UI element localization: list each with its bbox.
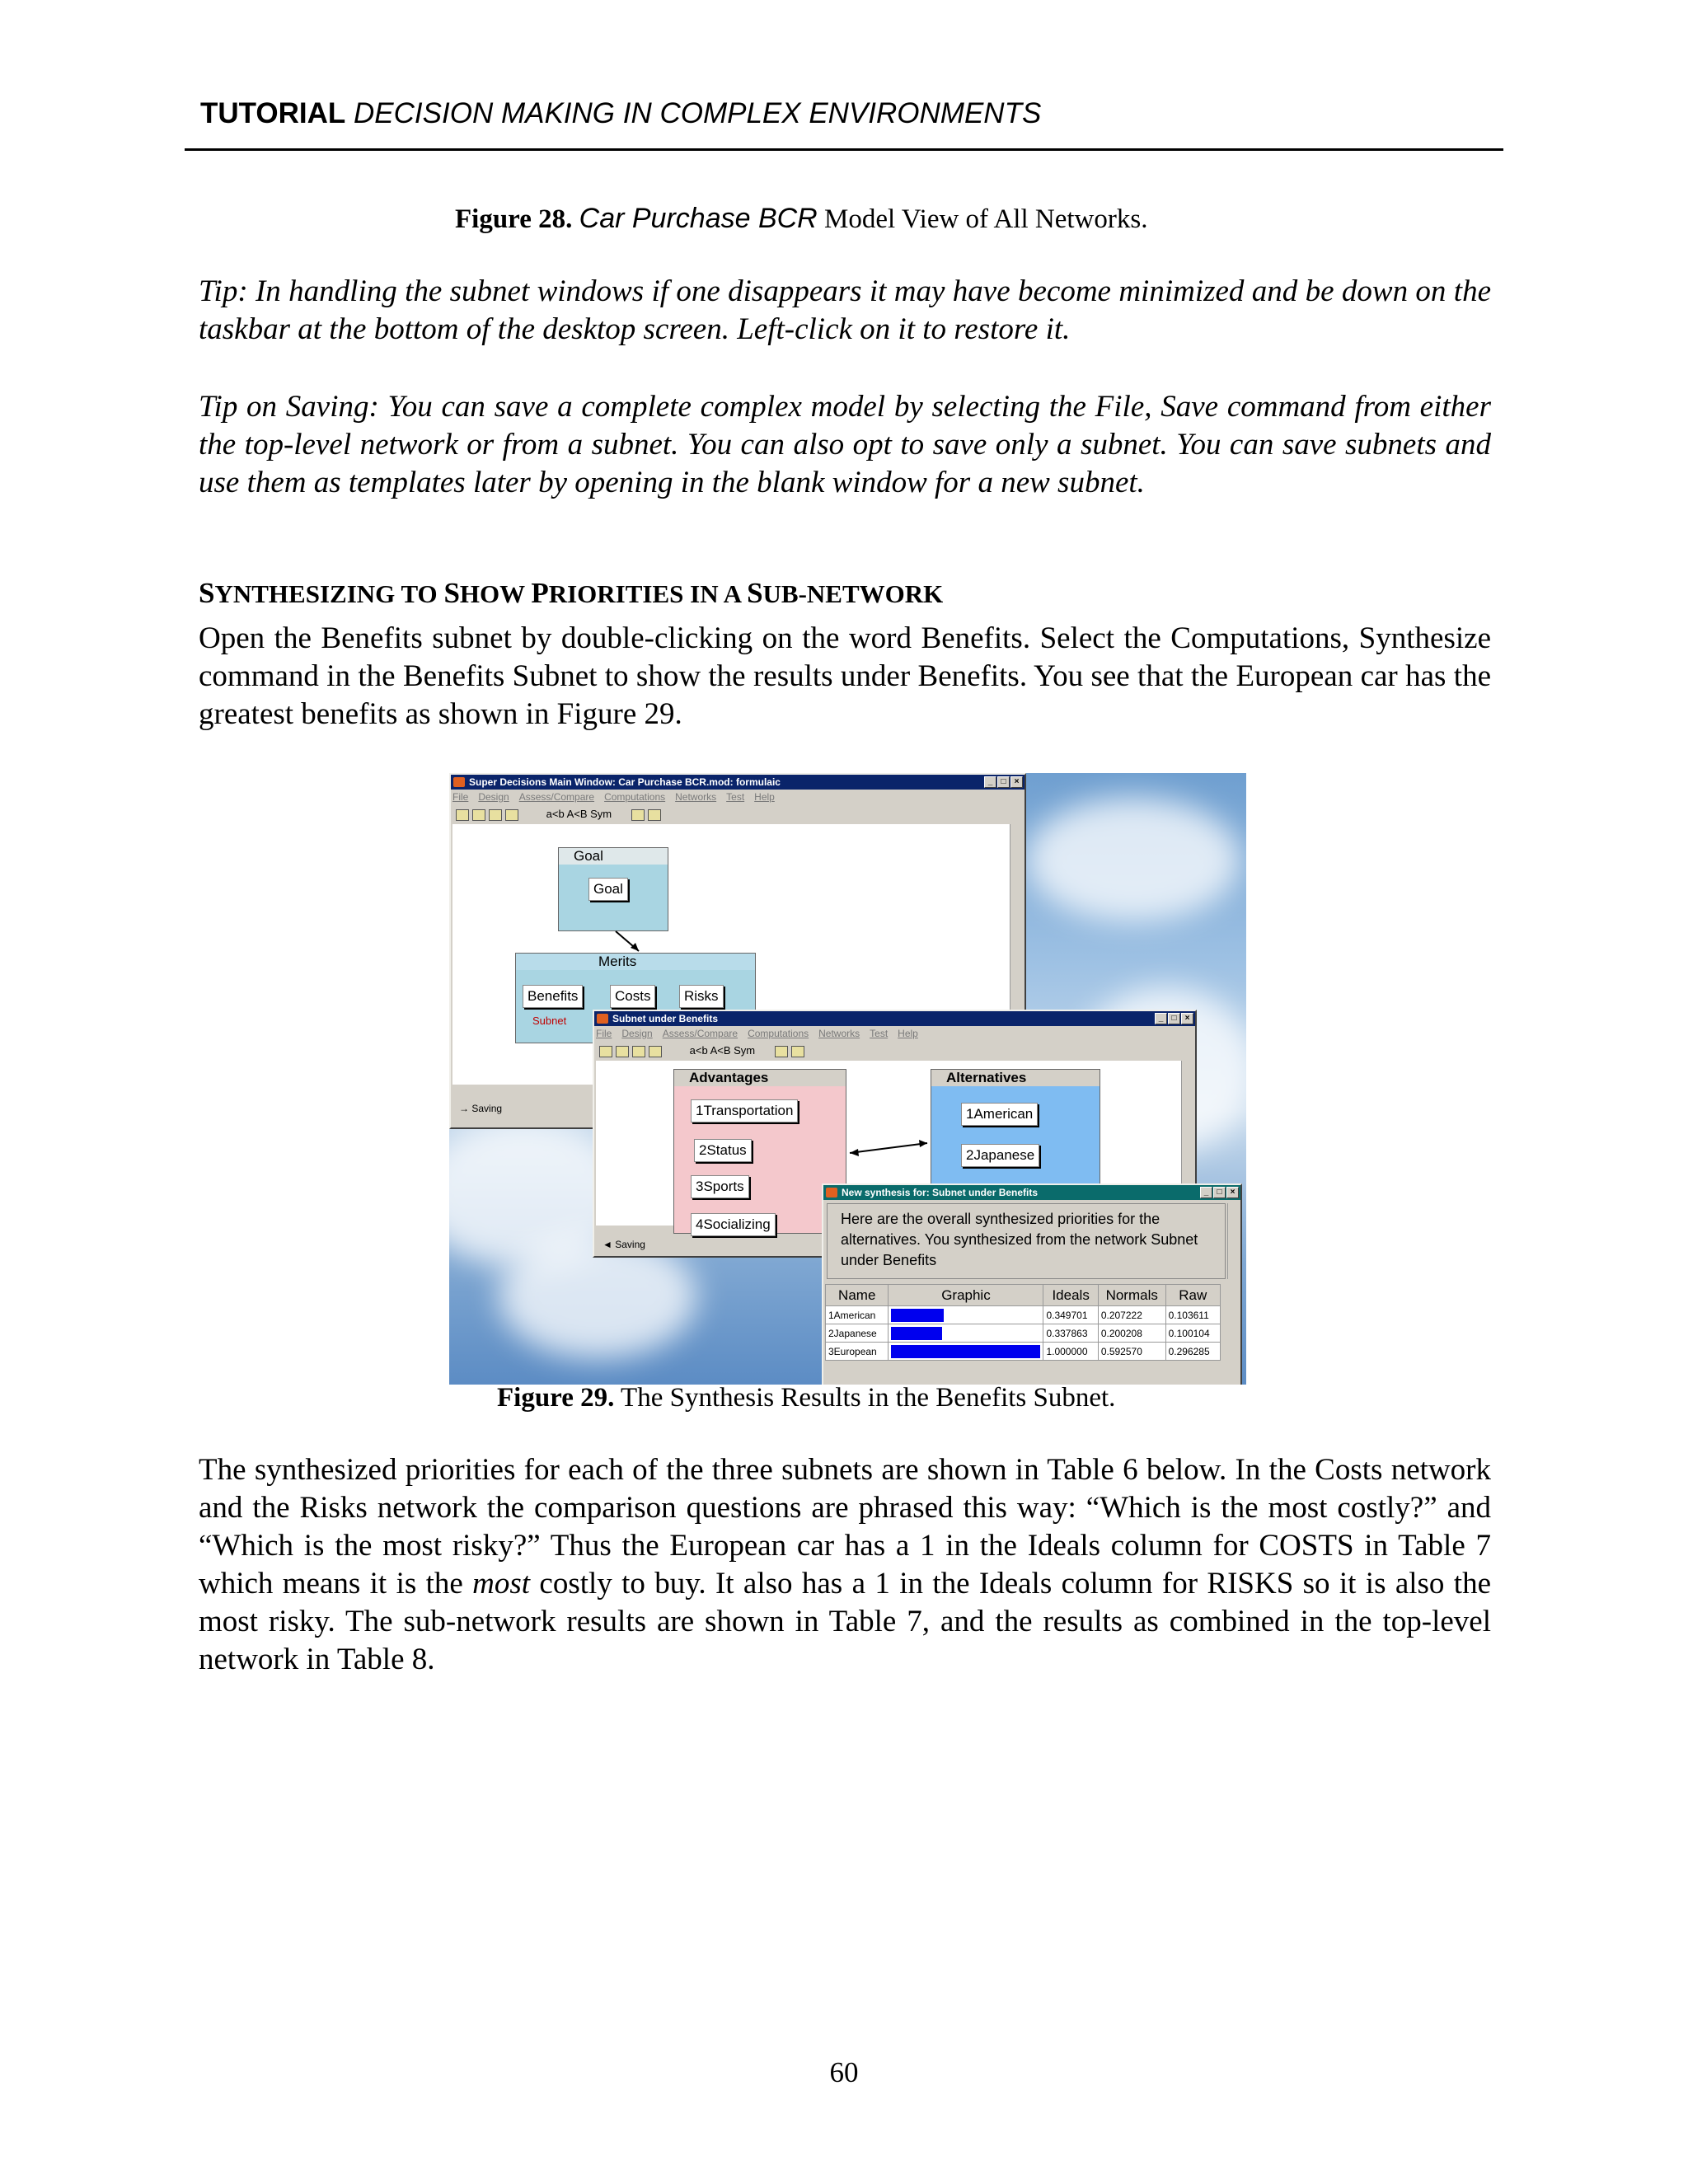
subnet-status-text: Saving [615,1239,645,1250]
main-window-title: Super Decisions Main Window: Car Purchase BCR.mod: formulaic [469,776,781,788]
row-raw: 0.103611 [1165,1306,1220,1324]
priority-bar [891,1327,941,1340]
col-normals[interactable]: Normals [1098,1285,1165,1306]
header-title: TUTORIAL [200,97,346,129]
heading-text: RIORITIES IN A [548,579,748,608]
header-subtitle: DECISION MAKING IN COMPLEX ENVIRONMENTS [354,97,1042,129]
menu-assess-compare[interactable]: Assess/Compare [662,1028,738,1039]
table-header-row [826,1285,1221,1306]
table-row [826,1324,1221,1343]
merits-cluster-title: Merits [516,954,755,970]
priority-bar [891,1345,1040,1358]
figure-28-text: Model View of All Networks. [824,204,1148,234]
row-name: 1American [826,1306,889,1324]
col-raw[interactable]: Raw [1165,1285,1220,1306]
paragraph-subnet-results [199,1451,1491,1679]
figure-29-text: The Synthesis Results in the Benefits Subnet. [621,1383,1116,1413]
running-header [200,97,1041,130]
row-normals: 0.592570 [1098,1343,1165,1361]
menu-help[interactable]: Help [754,791,775,803]
goal-node[interactable]: Goal [588,878,628,901]
risks-node[interactable]: Risks [679,985,724,1008]
para2-text: The synthesized priorities for each of the three subnets are shown in Table 6 below. In the Costs network and the Risks network the comparison questions are phrased this way: “Which is the most costly?” and “Which is the most risky?” Thus the European car has a 1 in the Ideals column for COSTS in Table 7 which means it is the [199,1453,1491,1601]
menu-networks[interactable]: Networks [675,791,717,803]
app-icon [826,1188,837,1197]
heading-cap: S [747,577,763,609]
menu-networks[interactable]: Networks [818,1028,860,1039]
tip-saving: Tip on Saving: You can save a complete complex model by selecting the File, Save command from either the top-level network or from a subnet. You can also opt to save only a subnet. You can save subnets and use them as templates later by opening in the blank window for a new subnet. [199,390,1491,499]
synthesis-window-title: New synthesis for: Subnet under Benefits [842,1187,1039,1198]
row-ideals: 0.349701 [1043,1306,1098,1324]
synthesis-table [825,1284,1221,1361]
message-vscroll[interactable] [1227,1203,1239,1279]
benefits-node[interactable]: Benefits [523,985,583,1008]
priority-bar [891,1309,943,1322]
paragraph-synthesize: Open the Benefits subnet by double-clicking on the word Benefits. Select the Computations, Synthesize command in the Benefits Subnet to show the results under Benefits. You see that the European car has the greatest benefits as shown in Figure 29. [199,621,1491,731]
para2-text: costly to buy. It also has a 1 in the Ideals column for RISKS so it is also the most risky. The sub-network results are shown in Table 7, and the results as combined in the top-level network in Table 8. [199,1567,1491,1676]
menu-computations[interactable]: Computations [748,1028,809,1039]
american-node[interactable]: 1American [961,1103,1038,1126]
goal-cluster-title: Goal [559,848,668,865]
compare-mode-buttons[interactable]: a<b A<B Sym [546,808,612,820]
japanese-node[interactable]: 2Japanese [961,1144,1039,1167]
advantages-cluster-title: Advantages [674,1070,846,1086]
section-heading [199,577,943,610]
subnet-tag: Subnet [532,1015,567,1027]
close-icon[interactable]: × [1010,776,1023,788]
menu-help[interactable]: Help [898,1028,918,1039]
heading-cap: P [531,577,549,609]
costs-node[interactable]: Costs [610,985,655,1008]
menu-design[interactable]: Design [621,1028,653,1039]
row-raw: 0.100104 [1165,1324,1220,1343]
figure-28-caption [455,203,1147,235]
menu-design[interactable]: Design [478,791,509,803]
socializing-node[interactable]: 4Socializing [691,1213,776,1236]
tip-subnet-windows: Tip: In handling the subnet windows if one disappears it may have become minimized and be down on the taskbar at the bottom of the desktop screen. Left-click on it to restore it. [199,274,1491,346]
alternatives-cluster-title: Alternatives [931,1070,1100,1086]
row-ideals: 1.000000 [1043,1343,1098,1361]
figure-28-model-name: Car Purchase BCR [579,203,818,234]
menu-computations[interactable]: Computations [604,791,666,803]
subnet-status: ◄ Saving [603,1239,645,1250]
heading-text: UB-NETWORK [762,579,944,608]
col-name[interactable]: Name [826,1285,889,1306]
maximize-icon[interactable]: □ [1213,1187,1226,1198]
figure-29-label: Figure 29. [497,1383,615,1413]
synthesis-window-titlebar[interactable] [823,1185,1240,1200]
synthesis-window [822,1183,1242,1385]
minimize-icon[interactable]: _ [984,776,996,788]
close-icon[interactable]: × [1226,1187,1239,1198]
row-graphic [889,1306,1043,1324]
row-raw: 0.296285 [1165,1343,1220,1361]
figure-29-caption [497,1383,1115,1413]
row-graphic [889,1324,1043,1343]
figure-28-label: Figure 28. [455,204,573,234]
minimize-icon[interactable]: _ [1155,1013,1167,1024]
col-ideals[interactable]: Ideals [1043,1285,1098,1306]
synthesis-message: Here are the overall synthesized priorities for the alternatives. You synthesized from the network Subnet under Benefits [827,1203,1226,1279]
heading-cap: S [199,577,215,609]
figure-29-screenshot [449,773,1246,1385]
heading-text: YNTHESIZING TO [214,579,444,608]
status-node[interactable]: 2Status [694,1139,752,1162]
compare-mode-buttons[interactable]: a<b A<B Sym [689,1044,756,1057]
row-ideals: 0.337863 [1043,1324,1098,1343]
menu-test[interactable]: Test [870,1028,889,1039]
sports-node[interactable]: 3Sports [691,1175,749,1198]
para2-emphasis: most [472,1567,531,1601]
menu-file[interactable]: File [596,1028,612,1039]
transportation-node[interactable]: 1Transportation [691,1099,798,1122]
main-status-text: Saving [471,1103,503,1114]
row-name: 3European [826,1343,889,1361]
row-normals: 0.207222 [1098,1306,1165,1324]
heading-cap: S [443,577,460,609]
row-name: 2Japanese [826,1324,889,1343]
minimize-icon[interactable]: _ [1200,1187,1212,1198]
row-normals: 0.200208 [1098,1324,1165,1343]
maximize-icon[interactable]: □ [997,776,1010,788]
maximize-icon[interactable]: □ [1168,1013,1180,1024]
menu-file[interactable]: File [452,791,469,803]
menu-test[interactable]: Test [726,791,745,803]
heading-text: HOW [459,579,532,608]
row-graphic [889,1343,1043,1361]
page-number: 60 [829,2056,859,2088]
table-row [826,1306,1221,1324]
main-status: → Saving [459,1103,503,1114]
header-rule [185,148,1503,151]
close-icon[interactable]: × [1181,1013,1193,1024]
subnet-window-title: Subnet under Benefits [612,1013,719,1024]
table-row [826,1343,1221,1361]
col-graphic[interactable]: Graphic [889,1285,1043,1306]
menu-assess-compare[interactable]: Assess/Compare [518,791,595,803]
